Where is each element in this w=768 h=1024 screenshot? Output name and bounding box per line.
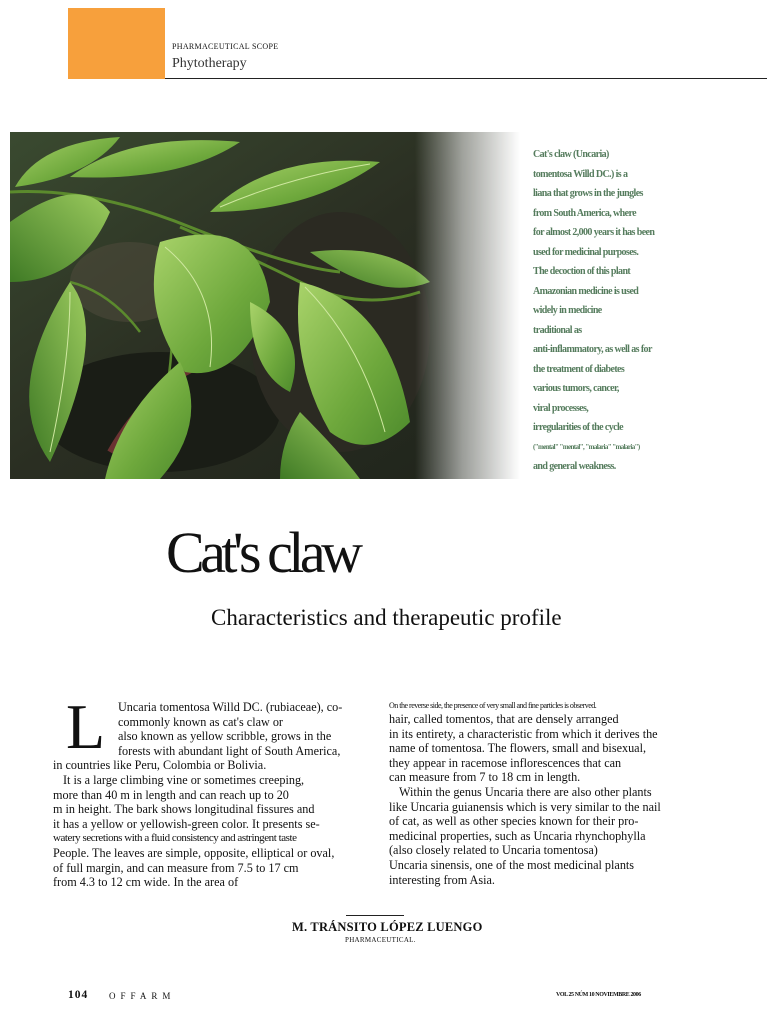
body-line: m in height. The bark shows longitudinal fissures and xyxy=(53,802,315,817)
caption-line: Cat's claw (Uncaria) xyxy=(533,149,609,160)
drop-cap: L xyxy=(66,691,106,762)
caption-line: irregularities of the cycle xyxy=(533,422,623,433)
body-line: of cat, as well as other species known for their pro- xyxy=(389,814,639,829)
page-number: 104 xyxy=(68,989,89,1001)
caption-line: the treatment of diabetes xyxy=(533,363,625,375)
caption-line: for almost 2,000 years it has been xyxy=(533,227,655,238)
body-line: watery secretions with a fluid consistency and astringent taste xyxy=(53,832,297,845)
body-line: It is a large climbing vine or sometimes creeping, xyxy=(63,772,305,787)
body-line: (also closely related to Uncaria tomentosa) xyxy=(389,843,598,858)
body-line: hair, called tomentos, that are densely arranged xyxy=(389,712,619,726)
body-line: forests with abundant light of South America, xyxy=(118,743,341,758)
body-line: name of tomentosa. The flowers, small and bisexual, xyxy=(389,741,647,756)
body-line: more than 40 m in length and can reach up to 20 xyxy=(53,787,289,802)
body-line: also known as yellow scribble, grows in the xyxy=(118,729,332,744)
body-line: it has a yellow or yellowish-green color. It presents se- xyxy=(53,816,320,831)
caption-line: used for medicinal purposes. xyxy=(533,246,639,258)
author-name: M. TRÁNSITO LÓPEZ LUENGO xyxy=(292,920,483,934)
body-line: Uncaria tomentosa Willd DC. (rubiaceae), co- xyxy=(118,700,343,714)
body-line: People. The leaves are simple, opposite, elliptical or oval, xyxy=(53,845,335,860)
caption-line: liana that grows in the jungles xyxy=(533,188,643,199)
body-line: Within the genus Uncaria there are also other plants xyxy=(399,784,652,799)
body-line: interesting from Asia. xyxy=(389,872,495,887)
caption-line: viral processes, xyxy=(533,402,589,414)
header-rule xyxy=(165,78,767,79)
body-line: in countries like Peru, Colombia or Bolivia. xyxy=(53,758,267,773)
photo-caption xyxy=(533,145,683,477)
author-role: PHARMACEUTICAL. xyxy=(345,936,416,944)
caption-line: traditional as xyxy=(533,324,582,336)
article-title: Cat's claw xyxy=(166,520,359,585)
body-line: can measure from 7 to 18 cm in length. xyxy=(389,770,581,785)
body-line: like Uncaria guianensis which is very similar to the nail xyxy=(389,799,661,814)
body-line: On the reverse side, the presence of very small and fine particles is observed. xyxy=(389,701,597,710)
journal-name: OFFARM xyxy=(109,991,176,1001)
body-line: from 4.3 to 12 cm wide. In the area of xyxy=(53,875,239,890)
author-rule xyxy=(346,915,404,916)
caption-line: anti-inflammatory, as well as for xyxy=(533,344,652,355)
section-name: Phytotherapy xyxy=(172,56,247,71)
caption-line: widely in medicine xyxy=(533,305,602,316)
body-line: medicinal properties, such as Uncaria rhynchophylla xyxy=(389,828,646,843)
body-column-left xyxy=(53,700,368,890)
body-line: Uncaria sinensis, one of the most medicinal plants xyxy=(389,857,635,872)
body-line: commonly known as cat's claw or xyxy=(118,714,283,729)
caption-line: various tumors, cancer, xyxy=(533,383,619,394)
plant-photo xyxy=(10,132,520,479)
caption-line: The decoction of this plant xyxy=(533,266,631,277)
caption-line: and general weakness. xyxy=(533,461,616,472)
body-line: in its entirety, a characteristic from which it derives the xyxy=(389,726,658,741)
caption-line: tomentosa Willd DC.) is a xyxy=(533,168,628,180)
article-subtitle: Characteristics and therapeutic profile xyxy=(211,605,562,630)
issue-info: VOL 25 NÚM 10 NOVIEMBRE 2006 xyxy=(556,992,641,998)
section-color-block xyxy=(68,8,165,79)
section-label: PHARMACEUTICAL SCOPE xyxy=(172,42,279,51)
body-column-right xyxy=(389,700,689,887)
caption-line: Amazonian medicine is used xyxy=(533,285,639,297)
body-line: of full margin, and can measure from 7.5 to 17 cm xyxy=(53,860,299,875)
caption-line: from South America, where xyxy=(533,207,636,219)
body-line: they appear in racemose inflorescences that can xyxy=(389,755,622,770)
caption-line: ("mental" "mental", "malaria" "malaria") xyxy=(533,442,640,451)
